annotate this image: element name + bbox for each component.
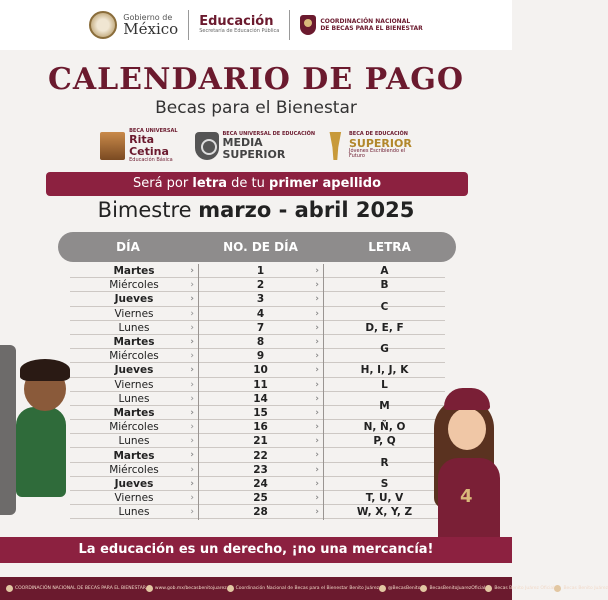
program-rita-cetina — [100, 129, 195, 163]
day-cell: Lunes › — [118, 506, 194, 519]
footer-link[interactable] — [379, 585, 420, 592]
letter-group: M — [379, 399, 390, 412]
letter-group: T, U, V — [365, 492, 404, 505]
chevron-right-icon: › — [315, 322, 319, 333]
chevron-right-icon: › — [190, 493, 194, 503]
program-tiny: BECA UNIVERSAL DE EDUCACIÓN — [222, 130, 316, 137]
footer-link-text: Coordinación Nacional de Becas para el Bienestar Benito Juárez — [235, 586, 380, 591]
chevron-right-icon: › — [190, 351, 194, 362]
chevron-right-icon: › — [190, 336, 194, 347]
program-sub: Educación Básica — [129, 156, 173, 163]
day-number-cell: 23 › — [253, 463, 319, 476]
chevron-right-icon: › — [190, 464, 194, 475]
letter-group: P, Q — [373, 435, 396, 448]
header-no-dia: NO. DE DÍA — [223, 240, 298, 254]
banner-letra: letra — [192, 176, 228, 191]
chevron-right-icon: › — [315, 351, 319, 362]
chevron-right-icon: › — [315, 336, 319, 347]
footer-link[interactable] — [420, 585, 485, 592]
chevron-right-icon: › — [315, 294, 319, 305]
day-cell: Martes › — [113, 265, 194, 278]
social-icon — [485, 585, 492, 592]
letter-group: C — [380, 300, 389, 313]
chevron-right-icon: › — [315, 464, 319, 475]
letter-group: G — [380, 343, 389, 356]
day-number-cell: 11 › — [253, 378, 319, 391]
chevron-right-icon: › — [190, 308, 194, 319]
header-divider — [289, 10, 290, 40]
chevron-right-icon: › — [190, 422, 194, 433]
social-icon — [6, 585, 13, 592]
edu-small-text: Secretaría de Educación Pública — [199, 28, 280, 35]
footer-link[interactable] — [554, 585, 608, 592]
chevron-right-icon: › — [190, 407, 194, 418]
day-number-cell: 28 › — [253, 506, 319, 519]
program-tiny: BECA UNIVERSAL — [129, 128, 178, 135]
day-number-cell: 22 › — [253, 449, 319, 462]
chevron-right-icon: › — [315, 493, 319, 503]
footer-link-text: @BecasBenito — [388, 586, 421, 591]
day-cell: Martes › — [113, 336, 194, 349]
bimestre-heading — [0, 198, 512, 222]
footer-link-text: Becas Benito Juárez — [563, 586, 608, 591]
chevron-right-icon: › — [190, 322, 194, 333]
chevron-right-icon: › — [190, 478, 194, 489]
day-cell: Viernes › — [114, 307, 194, 320]
banner-pre: Será por — [132, 176, 193, 191]
slogan-banner: La educación es un derecho, ¡no una mercancía! — [0, 537, 512, 563]
coordinacion-emblem-icon — [300, 15, 316, 35]
chevron-right-icon: › — [315, 393, 319, 404]
mexico-seal-icon — [89, 11, 117, 39]
day-number-cell: 2 › — [256, 279, 319, 292]
day-cell: Miércoles › — [109, 350, 194, 363]
page-subtitle: Becas para el Bienestar — [155, 98, 357, 118]
chevron-right-icon: › — [315, 280, 319, 291]
column-divider — [198, 264, 199, 520]
program-tiny: BECA DE EDUCACIÓN — [349, 131, 408, 138]
day-cell: Lunes › — [118, 435, 194, 448]
day-number-cell: 9 › — [256, 350, 319, 363]
day-cell: Miércoles › — [109, 279, 194, 292]
chevron-right-icon: › — [315, 308, 319, 319]
chevron-right-icon: › — [190, 379, 194, 390]
bimestre-period: marzo - abril 2025 — [198, 198, 415, 222]
page-title: CALENDARIO DE PAGO — [47, 62, 465, 97]
chevron-right-icon: › — [190, 507, 194, 518]
program-name: SUPERIOR — [349, 136, 412, 150]
shield-icon — [195, 132, 218, 160]
social-footer — [0, 577, 608, 600]
sep-logo — [199, 15, 279, 35]
day-cell: Martes › — [113, 449, 194, 462]
letter-group: S — [380, 478, 389, 491]
letter-group: H, I, J, K — [360, 364, 409, 377]
letter-group: W, X, Y, Z — [356, 506, 413, 519]
day-number-cell: 24 › — [253, 477, 319, 490]
letter-group: N, Ñ, O — [363, 421, 406, 434]
chevron-right-icon: › — [315, 422, 319, 433]
header-letra: LETRA — [368, 240, 411, 254]
header-dia: DÍA — [116, 240, 140, 254]
day-number-cell: 8 › — [256, 336, 319, 349]
day-cell: Lunes › — [118, 321, 194, 334]
portrait-icon — [100, 132, 125, 160]
program-media-superior — [195, 132, 325, 160]
coordinacion-logo — [300, 15, 422, 35]
footer-link-text: BecasBenitoJuarezOficial — [429, 586, 486, 591]
social-icon — [146, 585, 153, 592]
chevron-right-icon: › — [190, 294, 194, 305]
letter-group: D, E, F — [365, 321, 404, 334]
institutional-header — [0, 0, 512, 50]
day-cell: Jueves › — [114, 477, 194, 490]
day-number-cell: 25 › — [253, 492, 319, 505]
girl-illustration: 4 — [416, 388, 512, 553]
footer-link[interactable] — [485, 585, 554, 592]
footer-link[interactable] — [146, 585, 227, 592]
chevron-right-icon: › — [315, 379, 319, 390]
footer-link-text: COORDINACIÓN NACIONAL DE BECAS PARA EL BIENESTAR — [15, 586, 146, 591]
chevron-right-icon: › — [315, 478, 319, 489]
footer-link[interactable] — [227, 585, 379, 592]
coord-line-2: DE BECAS PARA EL BIENESTAR — [320, 25, 423, 32]
program-sub: Jóvenes Escribiendo el Futuro — [349, 148, 406, 160]
boy-illustration — [0, 345, 90, 515]
day-cell: Martes › — [113, 406, 194, 419]
header-divider — [188, 10, 189, 40]
gob-small-text: Gobierno de — [123, 12, 173, 22]
social-icon — [227, 585, 234, 592]
letter-group: L — [381, 378, 388, 391]
day-number-cell: 10 › — [253, 364, 319, 377]
torch-icon — [326, 132, 345, 160]
program-name: Rita Cetina — [129, 133, 169, 158]
coord-line-1: COORDINACIÓN NACIONAL — [320, 17, 411, 25]
chevron-right-icon: › — [315, 450, 319, 461]
gob-big-text: México — [123, 19, 179, 38]
day-number-cell: 4 › — [256, 307, 319, 320]
chevron-right-icon: › — [315, 507, 319, 518]
day-cell: Jueves › — [114, 293, 194, 306]
day-number-cell: 1 › — [256, 265, 319, 278]
day-cell: Viernes › — [114, 492, 194, 505]
letter-group: A — [380, 265, 389, 278]
day-cell: Miércoles › — [109, 421, 194, 434]
day-cell: Jueves › — [114, 364, 194, 377]
social-icon — [379, 585, 386, 592]
chevron-right-icon: › — [190, 280, 194, 291]
banner-mid: de tu — [227, 176, 270, 191]
chevron-right-icon: › — [190, 436, 194, 447]
footer-link-text: www.gob.mx/becasbenitojuarez — [154, 586, 227, 591]
edu-big-text: Educación — [199, 14, 274, 30]
chevron-right-icon: › — [190, 393, 194, 404]
program-superior — [326, 132, 420, 160]
social-icon — [420, 585, 427, 592]
banner-primer: primer apellido — [269, 176, 382, 191]
day-number-cell: 16 › — [253, 421, 319, 434]
table-header — [58, 232, 456, 262]
program-name: MEDIA SUPERIOR — [222, 136, 286, 161]
letter-group: B — [380, 279, 389, 292]
bimestre-pre: Bimestre — [97, 198, 199, 222]
chevron-right-icon: › — [315, 407, 319, 418]
day-number-cell: 15 › — [253, 406, 319, 419]
chevron-right-icon: › — [190, 266, 194, 276]
chevron-right-icon: › — [190, 365, 194, 376]
day-number-cell: 7 › — [256, 321, 319, 334]
day-cell: Lunes › — [118, 392, 194, 405]
footer-link-text: Becas Benito Juárez Oficial — [494, 586, 555, 591]
gobierno-logo — [89, 11, 178, 39]
day-cell: Miércoles › — [109, 463, 194, 476]
chevron-right-icon: › — [315, 365, 319, 376]
day-cell: Viernes › — [114, 378, 194, 391]
day-number-cell: 3 › — [256, 293, 319, 306]
social-icon — [554, 585, 561, 592]
footer-link[interactable] — [6, 585, 146, 592]
program-logos — [100, 128, 420, 164]
chevron-right-icon: › — [315, 436, 319, 447]
instruction-banner — [46, 172, 468, 196]
chevron-right-icon: › — [190, 450, 194, 461]
letter-group: R — [380, 456, 389, 469]
day-number-cell: 14 › — [253, 392, 319, 405]
day-number-cell: 21 › — [253, 435, 319, 448]
chevron-right-icon: › — [315, 266, 319, 276]
